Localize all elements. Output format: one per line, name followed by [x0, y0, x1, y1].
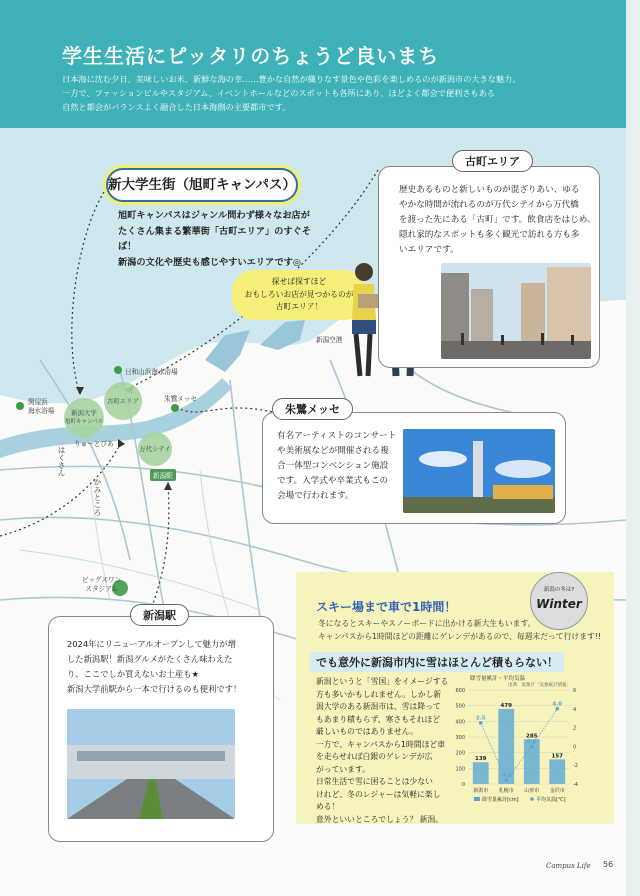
sekiya-label-2: 海水浴場 [28, 407, 55, 415]
snow-chart [448, 680, 588, 808]
hiyoriyama-dot [114, 366, 122, 374]
niigata-station-tag: 新潟駅 [130, 604, 189, 626]
text-line: 冬になるとスキーやスノーボードに出かける新大生もいます。 [318, 619, 536, 628]
text-line: がっています。 [316, 764, 370, 774]
x-tick-label: 金沢市 [549, 788, 565, 794]
y-tick-label: 600 [455, 688, 465, 694]
y-tick-label: 0 [461, 782, 465, 788]
ski-text [318, 618, 601, 643]
page-number: 56 [603, 860, 614, 869]
y2-tick-label: -4 [573, 782, 578, 788]
footer-label: Campus Life [546, 862, 591, 870]
intro-line: 新潟の文化や歴史も感じやすいエリアです◎ [118, 256, 301, 268]
sekiya-dot [16, 402, 24, 410]
text-line: 日常生活で雪に困ることは少ない [316, 777, 433, 786]
text-line: もあまり積もらず、寒さもそれほど [316, 714, 441, 724]
text-line: した新潟駅！新潟グルメがたくさん味わえた [67, 654, 233, 664]
bar-value-label: 139 [475, 756, 487, 763]
furumachi-card [378, 166, 600, 368]
page-gutter [626, 0, 640, 896]
chart-bar [473, 762, 489, 784]
text-line: 有名アーティストのコンサート [277, 431, 397, 441]
y2-tick-label: 4 [573, 706, 577, 713]
bigswan-label-2: スタジアム [85, 585, 118, 593]
temperature-point [555, 707, 559, 711]
bar-value-label: 285 [526, 733, 538, 740]
station-photo [67, 709, 235, 819]
text-line: 方も多いかもしれません。しかし新 [316, 689, 442, 699]
bar-value-label: 157 [551, 753, 563, 760]
text-line: キャンパスから1時間ほどの距離にゲレンデがあるので、毎週末だって行けます!! [318, 631, 602, 641]
legend-bar-label: 降雪量累計[cm] [482, 797, 519, 803]
bar-value-label: 479 [500, 702, 512, 709]
campus-area-intro [118, 208, 318, 270]
text-line: 厳しいものではありません。 [316, 727, 418, 736]
winter-badge-top: 新潟の冬は? [543, 587, 575, 593]
text-line: 2024年にリニューアルオープンして魅力が増 [67, 639, 236, 649]
legend-bar-swatch [474, 797, 480, 801]
toki-messe-dot [171, 404, 179, 412]
page-title: 学生生活にピッタリのちょうど良いまち [62, 44, 440, 68]
airport-label: 新潟空港 [316, 336, 343, 344]
y2-tick-label: 6 [573, 688, 577, 694]
text-line: 隠れ家的なスポットも多く観光で訪れる方も多 [399, 230, 580, 240]
y2-tick-label: 2 [573, 725, 577, 732]
header-intro-line: 一方で、ファッションビルやスタジアム、イベントホールなどのスポットも各所にあり、ほどよく都会で便利さもある [62, 88, 495, 98]
toki-messe-card [262, 412, 566, 524]
furumachi-tag: 古町エリア [452, 150, 533, 172]
text-line: やかな時間が流れるのが万代シテイから万代橋 [399, 200, 579, 210]
text-line: や美術展などが開催される複 [277, 446, 389, 456]
toki-messe-tag: 朱鷺メッセ [272, 398, 353, 420]
toki-messe-photo [403, 429, 555, 513]
ryutopia-label: りゅーとぴあ [74, 440, 114, 448]
hiyoriyama-label: 日和山浜海水浴場 [125, 368, 178, 376]
text-line: 一方で、キャンパスから1時間ほど車 [316, 739, 446, 749]
text-line: める！ [316, 802, 340, 811]
text-line: です。入学式や卒業式もこの [277, 476, 389, 486]
bandai-marker[interactable] [138, 432, 172, 466]
chart-source: 出典：気象庁「気象統計情報」 [508, 683, 571, 688]
furumachi-text [399, 183, 596, 258]
temperature-point [530, 745, 534, 749]
furumachi-photo [441, 263, 591, 359]
bubble-line: 探せば探すほど [271, 277, 327, 286]
bigswan-label-1: ビッグスワン [82, 576, 122, 584]
legend-line-swatch [530, 797, 534, 801]
ski-heading: スキー場まで車で1時間！ [316, 600, 457, 614]
text-line: 新潟というと「雪国」をイメージする [316, 677, 449, 686]
sekiya-label-1: 関屋浜 [28, 398, 48, 406]
bubble-line: 古町エリア！ [275, 302, 323, 311]
y2-tick-label: -2 [573, 763, 578, 770]
y-tick-label: 400 [455, 719, 465, 726]
legend-line-label: 平均気温[℃] [536, 797, 566, 803]
y-tick-label: 200 [455, 750, 465, 757]
station-text [67, 637, 241, 697]
temperature-label: -3.6 [500, 772, 513, 779]
temperature-label: 2.5 [475, 715, 486, 722]
niigata-station-card [48, 616, 274, 842]
y-tick-label: 300 [455, 735, 465, 741]
y-tick-label: 500 [455, 703, 465, 710]
temperature-line [481, 709, 558, 780]
x-tick-label: 新潟市 [473, 788, 489, 794]
header-intro-line: 自然と都会がバランスよく融合した日本海側の主要都市です。 [62, 102, 291, 112]
temperature-label: 4.0 [552, 701, 563, 708]
chart-title: 降雪量累計・平均気温 [470, 676, 526, 682]
sekiya-label [28, 398, 54, 416]
header-intro [62, 72, 622, 114]
niigata-station-map-label: 新潟駅 [150, 469, 176, 481]
text-line: 新潟大学前駅から一本で行けるのも便利です！ [67, 684, 242, 694]
bandai-map-label: 万代シテイ [139, 445, 171, 453]
bigswan-label [82, 576, 121, 594]
furumachi-marker[interactable] [104, 382, 142, 420]
header-intro-line: 日本海に沈む夕日、美味しいお米、新鮮な海の幸……豊かな自然が織りなす景色や色彩を楽しめるのが新潟市の大きな魅力。 [62, 74, 521, 84]
intro-line: たくさん集まる繁華街「古町エリア」のすぐそば！ [118, 225, 311, 252]
temperature-point [504, 778, 508, 782]
toki-messe-text [277, 429, 396, 504]
furumachi-map-label: 古町エリア [107, 397, 139, 405]
chart-bar [549, 759, 565, 784]
intro-line: 旭町キャンパスはジャンル問わず様々なお店が [118, 210, 310, 221]
x-tick-label: 山形市 [524, 788, 540, 794]
y2-tick-label: 0 [573, 744, 577, 751]
text-line: 意外といいところでしょう？ 新潟。 [316, 814, 444, 824]
bubble-line: おもしろいお店が見つかるのが [244, 289, 354, 299]
temperature-label: 0.0 [526, 738, 537, 745]
toki-messe-map-label: 朱鷺メッセ [164, 395, 197, 403]
text-line: 合一体型コンベンション施設 [277, 461, 389, 471]
snow-text [316, 676, 448, 826]
hakusan-label: はくさん [57, 446, 66, 477]
text-line: り、ここでしか買えないお土産も★ [67, 669, 199, 679]
text-line: 歴史あるものと新しいものが混ざりあい、ゆる [399, 185, 580, 195]
univ-label-2: 旭町キャンパス [64, 419, 104, 425]
text-line: いエリアです。 [399, 245, 459, 255]
y-tick-label: 100 [455, 766, 465, 773]
text-line: を渡った先にある「古町」です。飲食店をはじめ、 [399, 215, 596, 225]
snow-heading: でも意外に新潟市内に雪はほとんど積もらない！ [310, 652, 564, 672]
x-tick-label: 札幌市 [498, 788, 514, 794]
text-line: けれど、冬のレジャーは気軽に楽し [316, 789, 441, 799]
univ-label-1: 新潟大学 [71, 409, 97, 417]
temperature-point [479, 721, 483, 725]
text-line: 潟大学のある新潟市は、雪は降って [316, 702, 441, 711]
kamitokoro-label: かみところ [93, 478, 102, 516]
text-line: を走らせれば白銀のゲレンデが広 [316, 752, 433, 761]
campus-area-title-text: 新大学生街（旭町キャンパス） [108, 177, 297, 193]
univ-campus-marker[interactable] [64, 398, 104, 438]
text-line: 会場で行われます。 [277, 491, 354, 501]
campus-area-title [106, 168, 298, 202]
winter-badge-word: Winter [536, 597, 582, 611]
